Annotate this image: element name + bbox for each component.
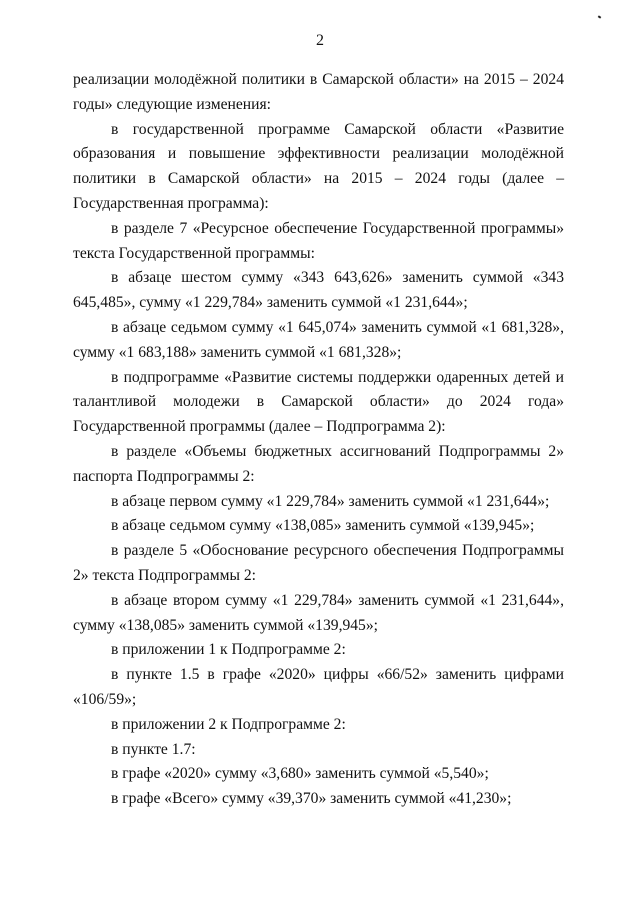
paragraph-subprogram-2: в подпрограмме «Развитие системы поддержки одаренных детей и талантливой молодежи в Самарской области» до 2024 года» Государственной программы (далее – Подпрограмма 2):: [73, 368, 564, 436]
paragraph-seventh-abzac: в абзаце седьмом сумму «1 645,074» заменить суммой «1 681,328», сумму «1 683,188» заменить суммой «1 681,328»;: [73, 318, 564, 361]
document-body: [73, 68, 564, 812]
paragraph-first-abzac: в абзаце первом сумму «1 229,784» заменить суммой «1 231,644»;: [111, 492, 550, 510]
paragraph-point-1-5: в пункте 1.5 в графе «2020» цифры «66/52» заменить цифрами «106/59»;: [73, 666, 564, 708]
paragraph-sixth-abzac: в абзаце шестом сумму «343 643,626» заменить суммой «343 645,485», сумму «1 229,784» заменить суммой «1 231,644»;: [73, 269, 564, 312]
page-number: 2: [316, 32, 324, 49]
paragraph-section-7: в разделе 7 «Ресурсное обеспечение Государственной программы» текста Государственной программы:: [73, 219, 564, 262]
paragraph-section-5: в разделе 5 «Обоснование ресурсного обеспечения Подпрограммы 2» текста Подпрограммы 2:: [73, 542, 564, 584]
paragraph-state-program: в государственной программе Самарской области «Развитие образования и повышение эффективности реализации молодёжной политики в Самарской области» на 2015 – 2024 годы (далее – Государственная программа):: [73, 120, 564, 212]
paragraph-second-abzac: в абзаце втором сумму «1 229,784» заменить суммой «1 231,644», сумму «138,085» заменить суммой «139,945»;: [73, 591, 564, 634]
paragraph-appendix-2: в приложении 2 к Подпрограмме 2:: [111, 715, 346, 733]
paragraph-seventh-abzac-2: в абзаце седьмом сумму «138,085» заменить суммой «139,945»;: [111, 517, 535, 535]
scan-mark: [598, 15, 602, 18]
paragraph-passport-section: в разделе «Объемы бюджетных ассигнований Подпрограммы 2» паспорта Подпрограммы 2:: [73, 442, 564, 485]
paragraph-continuation: реализации молодёжной политики в Самарской области» на 2015 – 2024 годы» следующие изменения:: [73, 71, 564, 113]
paragraph-point-1-7: в пункте 1.7:: [111, 740, 196, 758]
paragraph-column-total: в графе «Всего» сумму «39,370» заменить суммой «41,230»;: [111, 790, 512, 808]
paragraph-appendix-1: в приложении 1 к Подпрограмме 2:: [111, 641, 346, 659]
paragraph-column-2020: в графе «2020» сумму «3,680» заменить суммой «5,540»;: [111, 765, 489, 783]
